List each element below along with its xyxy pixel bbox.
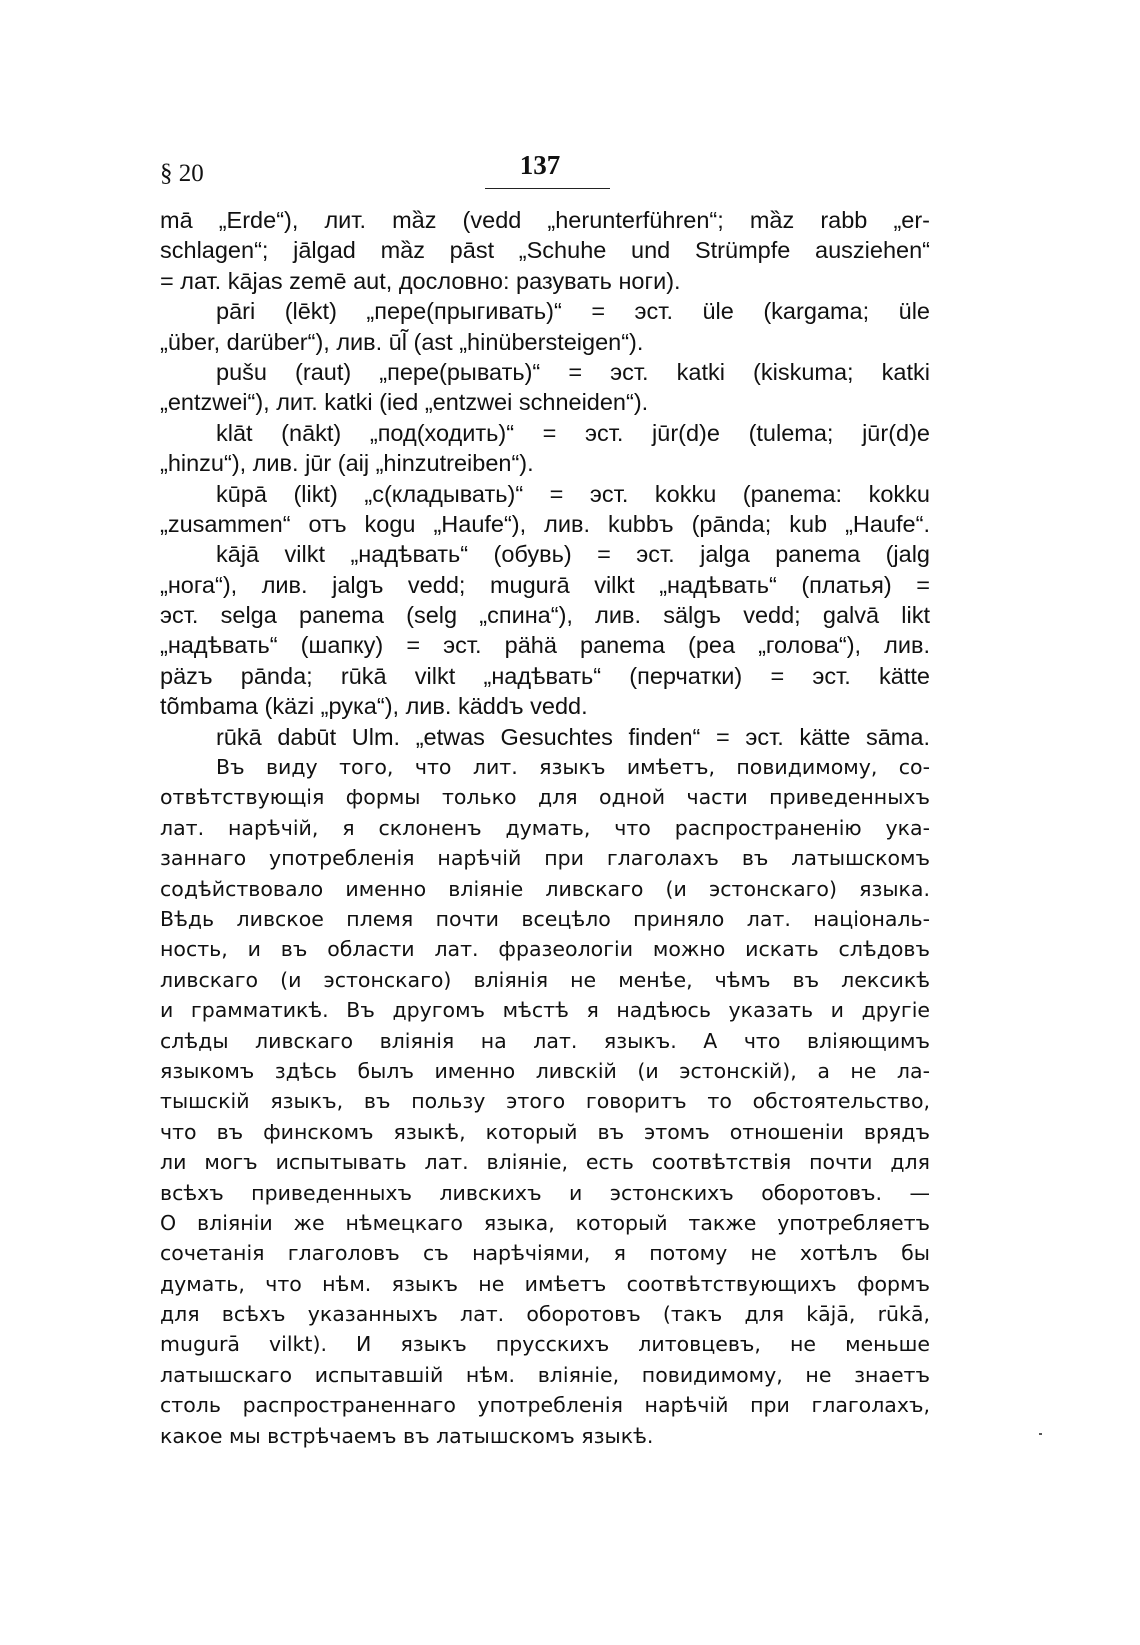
text-line: ность, и въ области лат. фразеологіи можно искать слѣдовъ	[160, 937, 930, 962]
text-line: pāri (lēkt) „пере(прыгивать)“ = эст. üle (kargama; üle	[216, 298, 930, 325]
text-line: mugurā vilkt). И языкъ прусскихъ литовцевъ, не меньше	[160, 1332, 930, 1357]
text-line: содѣйствовало именно вліяніе ливскаго (и эстонскаго) языка.	[160, 876, 930, 901]
text-line: столь распространеннаго употребленія нарѣчій при глаголахъ,	[160, 1393, 930, 1418]
text-line: и грамматикѣ. Въ другомъ мѣстѣ я надѣюсь указать и другіе	[160, 998, 930, 1023]
text-line: = лат. kājas zemē aut, дословно: разувать ноги).	[160, 267, 681, 294]
text-line: päzъ pānda; rūkā vilkt „надѣвать“ (перчатки) = эст. kätte	[160, 662, 930, 689]
body-text	[160, 205, 930, 1451]
text-line: слѣды ливскаго вліянія на лат. языкъ. А что вліяющимъ	[160, 1028, 930, 1053]
text-line: „zusammen“ отъ kogu „Haufe“), лив. kubbъ (pānda; kub „Haufe“.	[160, 510, 930, 537]
text-line: лат. нарѣчій, я склоненъ думать, что распространенію ука-	[160, 815, 930, 840]
text-line: эст. selga panema (selg „спина“), лив. sälgъ vedd; galvā likt	[160, 602, 930, 629]
text-line: „нога“), лив. jalgъ vedd; mugurā vilkt „надѣвать“ (платья) =	[160, 571, 930, 598]
text-line: schlagen“; jālgad mȁz pāst „Schuhe und Strümpfe ausziehen“	[160, 237, 930, 264]
text-line: kūpā (likt) „с(кладывать)“ = эст. kokku (panema: kokku	[216, 480, 930, 507]
text-line: klāt (nākt) „под(ходить)“ = эст. jūr(d)e (tulema; jūr(d)e	[216, 419, 930, 446]
text-line: rūkā dabūt Ulm. „etwas Gesuchtes finden“ = эст. kätte sāma.	[216, 723, 930, 750]
text-line: „надѣвать“ (шапку) = эст. pähä panema (pea „голова“), лив.	[160, 632, 930, 659]
page-number-rule	[485, 188, 610, 189]
text-line: О вліяніи же нѣмецкаго языка, который также употребляетъ	[160, 1210, 930, 1235]
text-line: для всѣхъ указанныхъ лат. оборотовъ (такъ для kājā, rūkā,	[160, 1302, 930, 1327]
text-line: „hinzu“), лив. jūr (aij „hinzutreiben“).	[160, 450, 534, 477]
text-line: kājā vilkt „надѣвать“ (обувь) = эст. jalga panema (jalg	[216, 541, 930, 568]
text-line: ли могъ испытывать лат. вліяніе, есть соотвѣтствія почти для	[160, 1150, 930, 1175]
text-line: заннаго употребленія нарѣчій при глаголахъ въ латышскомъ	[160, 846, 930, 871]
text-line: Въ виду того, что лит. языкъ имѣетъ, повидимому, со-	[216, 755, 930, 780]
text-line: „über, darüber“), лив. ūl̃ (ast „hinübersteigen“).	[160, 328, 644, 355]
text-line: латышскаго испытавшій нѣм. вліяніе, повидимому, не знаетъ	[160, 1362, 930, 1387]
text-line: Вѣдь ливское племя почти всецѣло приняло лат. національ-	[160, 906, 930, 931]
text-line: отвѣтствующія формы только для одной части приведенныхъ	[160, 785, 930, 810]
text-line: mā „Erde“), лит. mȁz (vedd „herunterführen“; mȁz rabb „er-	[160, 207, 930, 233]
text-line: tõmbama (käzi „рука“), лив. käddъ vedd.	[160, 693, 588, 720]
text-line: pušu (raut) „пере(рывать)“ = эст. katki (kiskuma; katki	[216, 358, 930, 385]
section-number: § 20	[160, 160, 204, 187]
text-line: что въ финскомъ языкѣ, который въ этомъ отношеніи врядъ	[160, 1119, 930, 1144]
text-line: „entzwei“), лит. katki (ied „entzwei schneiden“).	[160, 389, 649, 416]
text-line: какое мы встрѣчаемъ въ латышскомъ языкѣ.	[160, 1423, 654, 1448]
text-line: всѣхъ приведенныхъ ливскихъ и эстонскихъ оборотовъ. —	[160, 1180, 930, 1205]
text-line: тышскій языкъ, въ пользу этого говоритъ то обстоятельство,	[160, 1089, 930, 1114]
text-line: сочетанія глаголовъ съ нарѣчіями, я потому не хотѣлъ бы	[160, 1241, 930, 1266]
ink-speck	[1039, 1433, 1042, 1435]
text-line: языкомъ здѣсь былъ именно ливскій (и эстонскій), а не ла-	[160, 1058, 930, 1083]
page-header	[160, 150, 920, 198]
text-line: ливскаго (и эстонскаго) вліянія не менѣе, чѣмъ въ лексикѣ	[160, 967, 930, 992]
page-number: 137	[519, 150, 561, 180]
text-line: думать, что нѣм. языкъ не имѣетъ соотвѣтствующихъ формъ	[160, 1271, 930, 1296]
